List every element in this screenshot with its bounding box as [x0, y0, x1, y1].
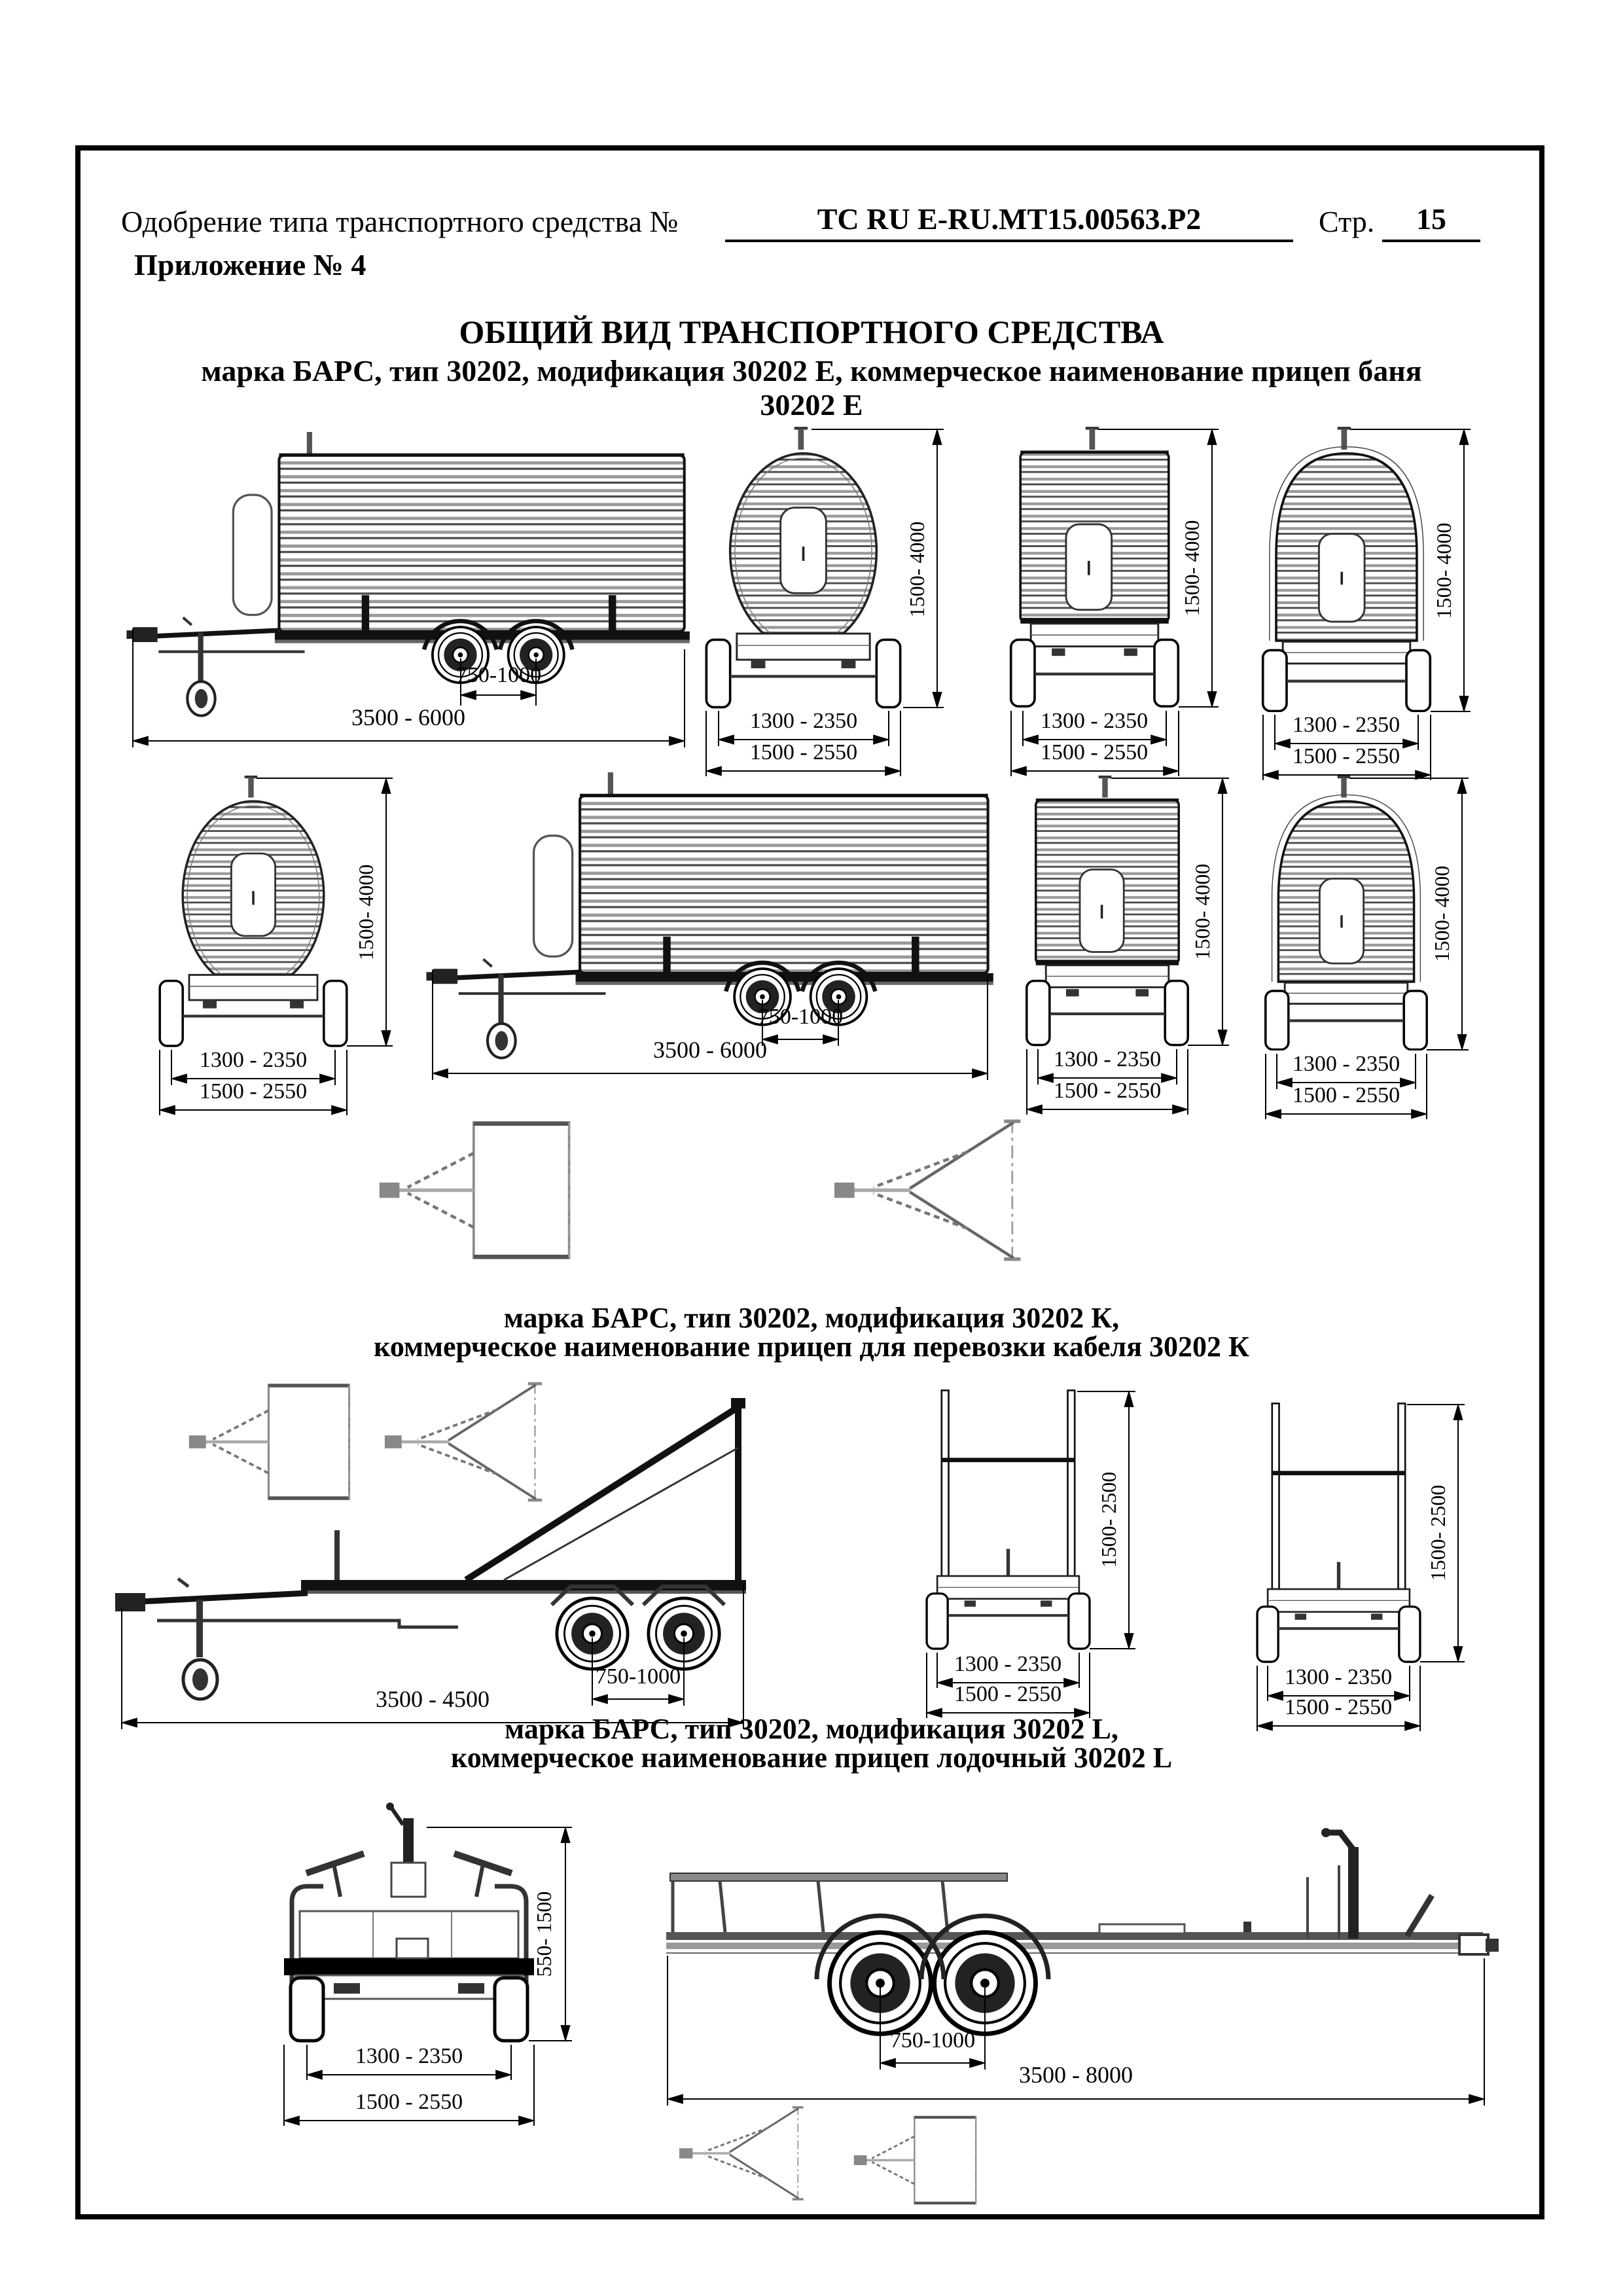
svg-text:1500 - 2550: 1500 - 2550 — [749, 740, 858, 764]
svg-text:1500 - 2550: 1500 - 2550 — [1040, 740, 1149, 764]
svg-text:750-1000: 750-1000 — [889, 2028, 976, 2053]
subtitle-l-line1: марка БАРС, тип 30202, модификация 30202 L, — [505, 1713, 1118, 1745]
drawing-l-top-view-tapered — [679, 2107, 804, 2200]
approval-number: ТС RU E-RU.MT15.00563.P2 — [725, 202, 1293, 242]
svg-text:1500 - 2550: 1500 - 2550 — [1053, 1079, 1162, 1103]
subtitle-e-line1: марка БАРС, тип 30202, модификация 30202 Е, коммерческое наименование прицеп баня — [201, 354, 1422, 387]
dim-track — [307, 2044, 511, 2080]
approval-label: Одобрение типа транспортного средства № — [121, 205, 679, 238]
drawing-l-side-view — [666, 1828, 1499, 2106]
svg-text:750-1000: 750-1000 — [757, 1005, 844, 1029]
svg-text:750-1000: 750-1000 — [595, 1664, 681, 1689]
drawing-e-front-box-2 — [1027, 776, 1229, 1115]
svg-text:1300 - 2350: 1300 - 2350 — [1053, 1047, 1162, 1071]
drawing-k-top-view-rect — [189, 1385, 349, 1499]
dim-overall-length — [122, 1584, 743, 1729]
svg-text:1500 - 2550: 1500 - 2550 — [355, 2090, 463, 2114]
svg-text:1500- 4000: 1500- 4000 — [905, 521, 929, 618]
svg-text:750-1000: 750-1000 — [455, 663, 542, 687]
drawing-k-top-view-tapered — [385, 1383, 542, 1501]
dim-overall-length — [133, 628, 685, 747]
svg-text:1300 - 2350: 1300 - 2350 — [199, 1048, 308, 1072]
subtitle-e-line2: 30202 Е — [760, 388, 863, 422]
svg-text:1500 - 2550: 1500 - 2550 — [1284, 1695, 1393, 1719]
drawing-e-top-view-tapered — [834, 1120, 1020, 1260]
drawing-l-rear-view — [284, 1803, 572, 2126]
subtitle-l-line2: коммерческое наименование прицеп лодочный 30202 L — [450, 1742, 1173, 1774]
drawing-e-front-barrel-1 — [706, 427, 944, 776]
svg-text:1300 - 2350: 1300 - 2350 — [954, 1652, 1062, 1676]
svg-text:1500 - 2550: 1500 - 2550 — [1292, 744, 1400, 768]
svg-text:3500 - 8000: 3500 - 8000 — [1019, 2062, 1133, 2088]
drawing-l-top-view-rect — [854, 2117, 976, 2204]
subtitle-k-line2: коммерческое наименование прицеп для перевозки кабеля 30202 К — [374, 1331, 1249, 1363]
svg-text:3500 - 6000: 3500 - 6000 — [351, 704, 465, 730]
svg-text:550- 1500: 550- 1500 — [532, 1891, 556, 1977]
dim-axle-spacing — [456, 658, 541, 706]
subtitle-k-line1: марка БАРС, тип 30202, модификация 30202 К, — [503, 1302, 1120, 1334]
page-label: Стр. — [1319, 205, 1375, 238]
svg-text:1500- 4000: 1500- 4000 — [1180, 520, 1204, 617]
drawing-e-front-dome-1 — [1263, 427, 1471, 780]
drawing-k-rear-view-1 — [927, 1390, 1135, 1718]
svg-text:1300 - 2350: 1300 - 2350 — [1284, 1665, 1393, 1689]
svg-text:1500 - 2550: 1500 - 2550 — [1292, 1083, 1400, 1107]
svg-text:3500 - 4500: 3500 - 4500 — [376, 1686, 490, 1712]
svg-text:1500- 2500: 1500- 2500 — [1097, 1471, 1120, 1568]
dim-axle-spacing — [758, 1000, 843, 1046]
drawing-k-side-view — [115, 1398, 746, 1729]
svg-text:1500- 2500: 1500- 2500 — [1426, 1484, 1450, 1581]
dim-overall-length — [433, 970, 988, 1080]
drawing-e-front-dome-2 — [1266, 776, 1469, 1119]
drawing-e-front-barrel-2 — [160, 776, 393, 1115]
drawing-e-top-view-rect — [380, 1122, 569, 1258]
svg-text:1500- 4000: 1500- 4000 — [1432, 522, 1455, 619]
drawing-e-front-box-1 — [1011, 427, 1219, 776]
svg-text:1300 - 2350: 1300 - 2350 — [1292, 1052, 1400, 1076]
drawing-e-side-view-2 — [426, 772, 993, 1080]
svg-text:1500- 4000: 1500- 4000 — [354, 864, 378, 961]
drawing-k-rear-view-2 — [1257, 1403, 1465, 1731]
appendix-label: Приложение № 4 — [134, 248, 366, 281]
svg-text:3500 - 6000: 3500 - 6000 — [653, 1037, 767, 1063]
dim-overall-length — [668, 1956, 1484, 2106]
svg-text:1300 - 2350: 1300 - 2350 — [355, 2044, 463, 2068]
svg-text:1300 - 2350: 1300 - 2350 — [1292, 713, 1400, 737]
page-title: ОБЩИЙ ВИД ТРАНСПОРТНОГО СРЕДСТВА — [459, 314, 1164, 350]
drawing-e-side-view-1 — [126, 432, 689, 747]
svg-text:1500 - 2550: 1500 - 2550 — [199, 1079, 308, 1103]
svg-text:1500- 4000: 1500- 4000 — [1190, 863, 1214, 960]
svg-text:1500- 4000: 1500- 4000 — [1430, 865, 1454, 962]
svg-text:1300 - 2350: 1300 - 2350 — [749, 709, 858, 733]
svg-text:1300 - 2350: 1300 - 2350 — [1040, 709, 1149, 733]
svg-text:1500 - 2550: 1500 - 2550 — [954, 1682, 1062, 1706]
page-number: 15 — [1382, 202, 1480, 242]
